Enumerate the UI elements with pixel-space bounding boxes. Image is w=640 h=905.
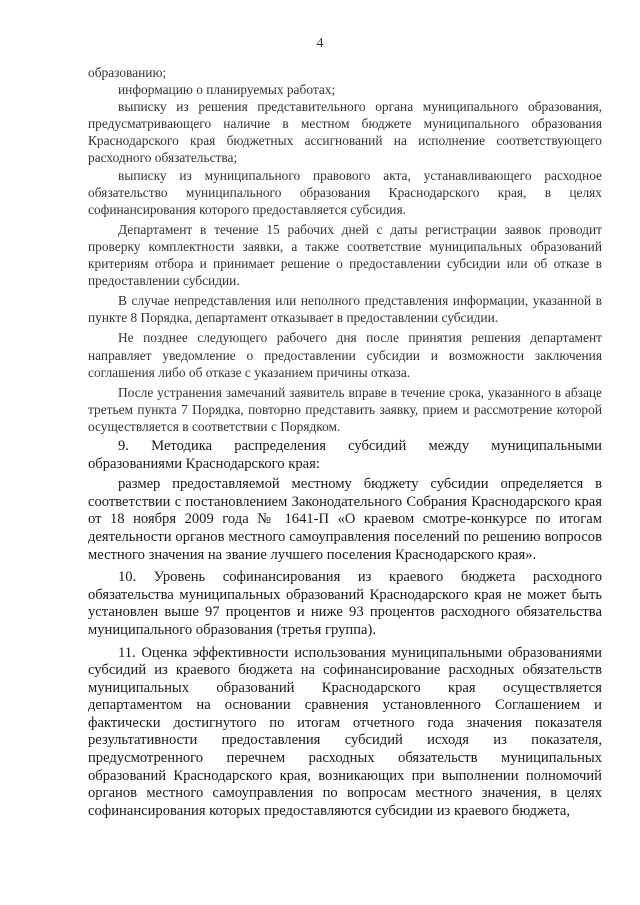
paragraph-refusal: В случае непредставления или неполного представления информации, указанной в пункте 8 Порядка, департамент отказывает в предоставлении субсидии. xyxy=(88,293,602,326)
paragraph-continuation: образованию; xyxy=(88,65,167,80)
paragraph-subsidy-size: размер предоставляемой местному бюджету субсидии определяется в соответствии с постановлением Законодательного Собрания Краснодарского края от 18 ноября 2009 года № 1641-П «О краевом смотре-конкурсе по итогам деятельности органов местного самоуправления поселений по решению вопросов местного значения на звание лучшего поселения Краснодарского края». xyxy=(88,476,602,563)
paragraph-notification: Не позднее следующего рабочего дня после принятия решения департамент направляет уведомление о предоставлении субсидии и возможности заключения соглашения либо об отказе с указанием причины отказа. xyxy=(88,330,602,380)
paragraph-work-info: информацию о планируемых работах; xyxy=(118,82,336,98)
document-body xyxy=(88,64,602,820)
paragraph-department-review: Департамент в течение 15 рабочих дней с даты регистрации заявок проводит проверку комплектности заявки, а также соответствие муниципальных образований критериям отбора и принимает решение о предоставлении субсидии или об отказе в предоставлении субсидии. xyxy=(88,221,602,289)
paragraph-legal-act-extract: выписку из муниципального правового акта, устанавливающего расходное обязательство муниципального образования Краснодарского края, в целях софинансирования которого предоставляется субсидия. xyxy=(88,167,602,217)
paragraph-decision-extract: выписку из решения представительного органа муниципального образования, предусматривающего наличие в местном бюджете муниципального образования Краснодарского края бюджетных ассигнований на исполнение соответствующего расходного обязательства; xyxy=(88,99,602,166)
paragraph-section-11: 11. Оценка эффективности использования муниципальными образованиями субсидий из краевого бюджета на софинансирование расходных обязательств муниципальных образований Краснодарского края осуществляется департаментом на основании сравнения установленного Соглашением и фактически достигнутого по итогам отчетного года значения показателя результативности предоставления субсидий исходя из показателя, предусмотренного перечнем расходных обязательств муниципальных образований Краснодарского края, возникающих при выполнении полномочий органов местного самоуправления по вопросам местного значения, в целях софинансирования которых предоставляются субсидии из краевого бюджета, xyxy=(88,644,602,819)
paragraph-resubmission: После устранения замечаний заявитель вправе в течение срока, указанного в абзаце третьем пункта 7 Порядка, повторно представить заявку, прием и рассмотрение которой осуществляется в соответствии с Порядком. xyxy=(88,384,602,434)
paragraph-section-10: 10. Уровень софинансирования из краевого бюджета расходного обязательства муниципальных образований Краснодарского края не может быть установлен выше 97 процентов и ниже 93 процентов расходного обязательства муниципального образования (третья группа). xyxy=(88,569,602,638)
paragraph-section-9: 9. Методика распределения субсидий между муниципальными образованиями Краснодарского края: xyxy=(88,437,602,472)
page-number: 4 xyxy=(316,36,324,51)
